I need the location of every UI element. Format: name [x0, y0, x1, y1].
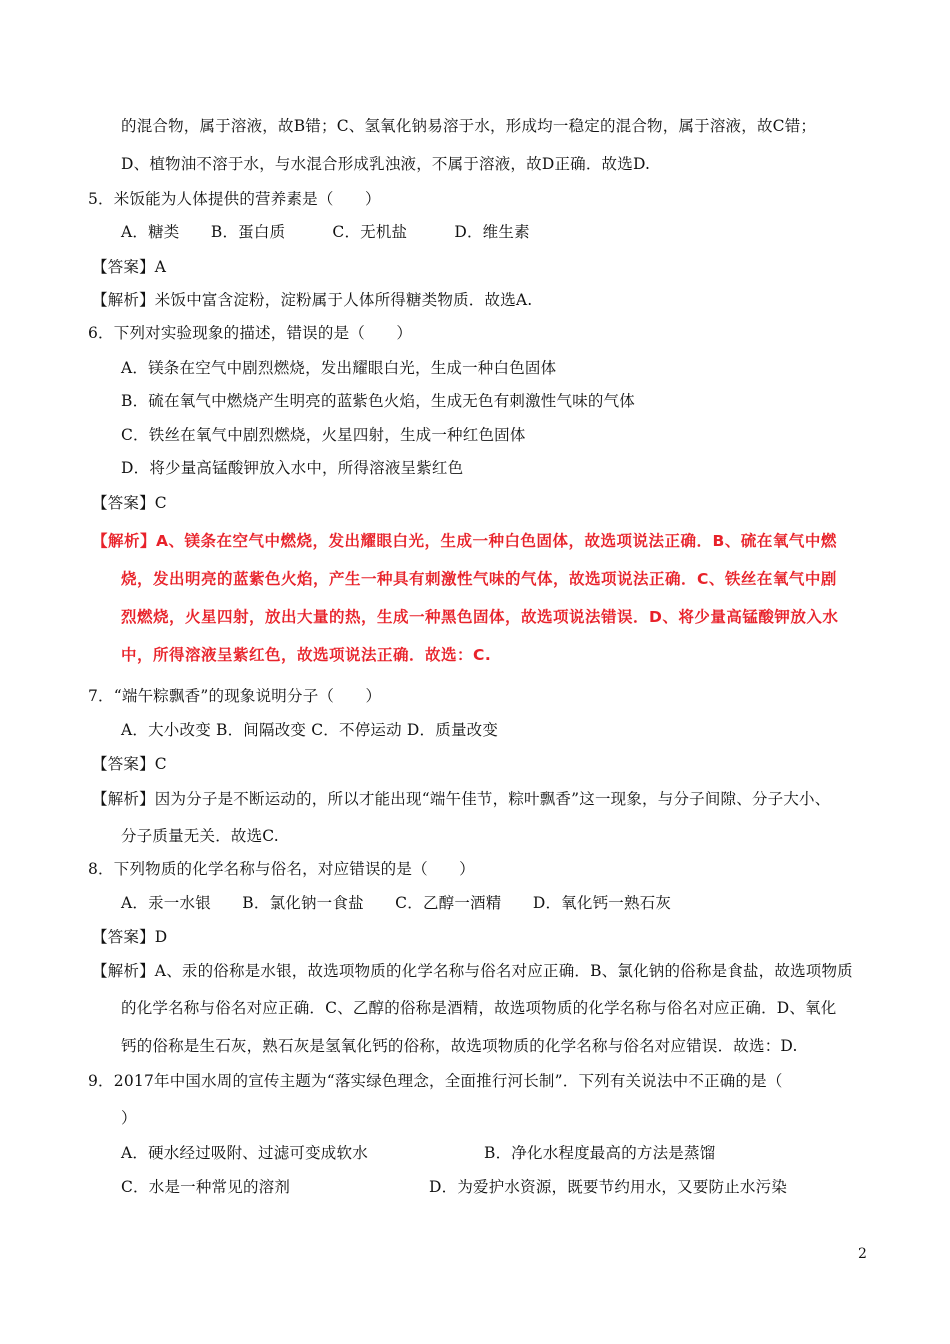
q6-option-a: A．镁条在空气中剧烈燃烧，发出耀眼白光，生成一种白色固体: [121, 359, 557, 377]
q6-analysis-line: 烧，发出明亮的蓝紫色火焰，产生一种具有刺激性气味的气体，故选项说法正确．C、铁丝在氧气中剧: [121, 570, 837, 588]
q8-analysis-cont: 的化学名称与俗名对应正确．C、乙醇的俗称是酒精，故选项物质的化学名称与俗名对应正确．D、氧化: [121, 999, 837, 1017]
q6-option-d: D．将少量高锰酸钾放入水中，所得溶液呈紫红色: [121, 459, 464, 477]
q6-option-b: B．硫在氧气中燃烧产生明亮的蓝紫色火焰，生成无色有刺激性气味的气体: [121, 392, 635, 410]
q6-analysis-line: 烈燃烧，火星四射，放出大量的热，生成一种黑色固体，故选项说法错误．D、将少量高锰酸钾放入水: [121, 608, 839, 626]
question-7: 7．“端午粽飘香”的现象说明分子（ ）: [88, 687, 382, 705]
text-line: 的混合物，属于溶液，故B错；C、氢氧化钠易溶于水，形成均一稳定的混合物，属于溶液，故C错；: [121, 117, 817, 135]
q8-analysis: 【解析】A、汞的俗称是水银，故选项物质的化学名称与俗名对应正确．B、氯化钠的俗称是食盐，故选项物质: [92, 962, 853, 980]
q5-answer: 【答案】A: [92, 258, 167, 276]
text-line: D、植物油不溶于水，与水混合形成乳浊液，不属于溶液，故D正确．故选D.: [121, 155, 651, 173]
q6-option-c: C．铁丝在氧气中剧烈燃烧，火星四射，生成一种红色固体: [121, 426, 526, 444]
q9-option-a: A．硬水经过吸附、过滤可变成软水: [121, 1144, 368, 1162]
page-number: 2: [858, 1246, 867, 1262]
q9-option-c: C．水是一种常见的溶剂: [121, 1178, 291, 1196]
q5-analysis: 【解析】米饭中富含淀粉，淀粉属于人体所得糖类物质．故选A.: [92, 291, 533, 309]
q7-options: A．大小改变 B．间隔改变 C．不停运动 D．质量改变: [121, 721, 499, 739]
q9-option-d: D．为爱护水资源，既要节约用水，又要防止水污染: [429, 1178, 788, 1196]
q8-answer: 【答案】D: [92, 928, 168, 946]
q8-analysis-cont: 钙的俗称是生石灰，熟石灰是氢氧化钙的俗称，故选项物质的化学名称与俗名对应错误．故选：D.: [121, 1037, 798, 1055]
question-9-cont: ）: [121, 1109, 137, 1127]
q6-analysis-line: 【解析】A、镁条在空气中燃烧，发出耀眼白光，生成一种白色固体，故选项说法正确．B、硫在氧气中燃: [92, 532, 837, 550]
question-9: 9．2017年中国水周的宣传主题为“落实绿色理念，全面推行河长制”．下列有关说法中不正确的是（: [88, 1072, 783, 1090]
question-8: 8．下列物质的化学名称与俗名，对应错误的是（ ）: [88, 860, 475, 878]
question-6: 6．下列对实验现象的描述，错误的是（ ）: [88, 324, 413, 342]
q7-answer: 【答案】C: [92, 755, 167, 773]
question-5: 5．米饭能为人体提供的营养素是（ ）: [88, 190, 381, 208]
q7-analysis: 【解析】因为分子是不断运动的，所以才能出现“端午佳节，粽叶飘香”这一现象，与分子间隙、分子大小、: [92, 790, 831, 808]
q6-answer: 【答案】C: [92, 494, 167, 512]
q9-option-b: B．净化水程度最高的方法是蒸馏: [484, 1144, 716, 1162]
q5-options: A．糖类 B．蛋白质 C．无机盐 D．维生素: [121, 223, 530, 241]
q7-analysis-cont: 分子质量无关．故选C.: [121, 827, 279, 845]
q8-options: A．汞一水银 B．氯化钠一食盐 C．乙醇一酒精 D．氧化钙一熟石灰: [121, 894, 672, 912]
q6-analysis-line: 中，所得溶液呈紫红色，故选项说法正确．故选：C.: [121, 646, 492, 664]
